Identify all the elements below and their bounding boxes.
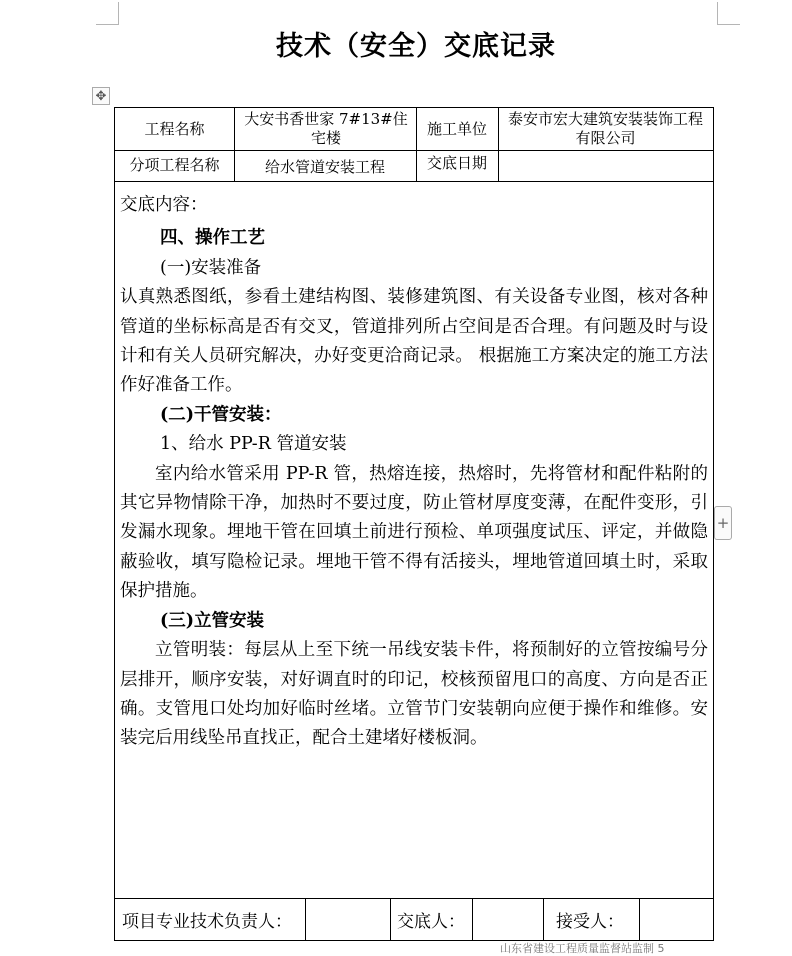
discloser-label: 交底人： [397,911,465,932]
sub-project-label: 分项工程名称 [129,156,220,174]
column-divider [543,898,544,940]
subsection-item-2: 1、给水 PP-R 管道安装 [160,434,347,455]
move-arrows-icon[interactable]: ✥ [92,87,110,105]
project-name-label: 工程名称 [144,119,205,138]
disclosure-record-table [114,107,714,941]
section-heading: 四、操作工艺 [160,228,265,249]
document-title: 技术（安全）交底记录 [276,31,556,62]
column-divider [390,898,391,940]
subsection-text-2: 室内给水管采用 PP-R 管，热熔连接，热熔时，先将管材和配件粘附的其它异物情除干净，加热时不要过度，防止管材厚度变薄，在配件变形，引发漏水现象。埋地干管在回填土前进行预检、单项强度试压、评定，并做隐蔽验收，填写隐检记录。埋地干管不得有活接头，埋地管道回填土时，采取保护措施。 [120,463,708,602]
disclosure-content[interactable] [120,188,708,754]
subsection-heading-3: (三)立管安装 [160,610,265,631]
column-divider [472,898,473,940]
column-divider [639,898,640,940]
disclosure-date-label: 交底日期 [426,154,487,172]
crop-mark-top-right [717,2,740,25]
disclosure-date-value[interactable] [498,150,713,181]
subsection-text-1: 认真熟悉图纸，参看土建结构图、装修建筑图、有关设备专业图，核对各种管道的坐标标高是否有交叉，管道排列所占空间是否合理。有问题及时与设计和有关人员研究解决，办好变更洽商记录。 根据施工方案决定的施工方法作好准备工作。 [120,287,708,396]
sub-project-value[interactable]: 给水管道安装工程 [264,158,385,176]
content-intro-label: 交底内容： [120,195,208,215]
receiver-label: 接受人： [556,911,624,932]
subsection-heading-1: (一)安装准备 [160,257,262,278]
footer-text: 山东省建设工程质量监督站监制 5 [500,942,665,955]
column-divider [305,898,306,940]
plus-icon[interactable]: + [714,506,732,540]
subsection-text-3: 立管明装：每层从上至下统一吊线安装卡件，将预制好的立管按编号分层排开，顺序安装，对好调直时的印记，校核预留甩口的高度、方向是否正确。支管甩口处均加好临时丝堵。立管节门安装朝向应便于操作和维修。安装完后用线坠吊直找正，配合土建堵好楼板洞。 [120,640,708,749]
crop-mark-top-left [96,2,119,25]
contractor-value[interactable]: 泰安市宏大建筑安装装饰工程有限公司 [507,110,703,147]
project-name-value[interactable]: 大安书香世家 7#13#住宅楼 [244,110,408,147]
subsection-heading-2: (二)干管安装： [160,404,282,425]
contractor-label: 施工单位 [426,119,487,138]
tech-lead-label: 项目专业技术负责人： [122,911,292,932]
